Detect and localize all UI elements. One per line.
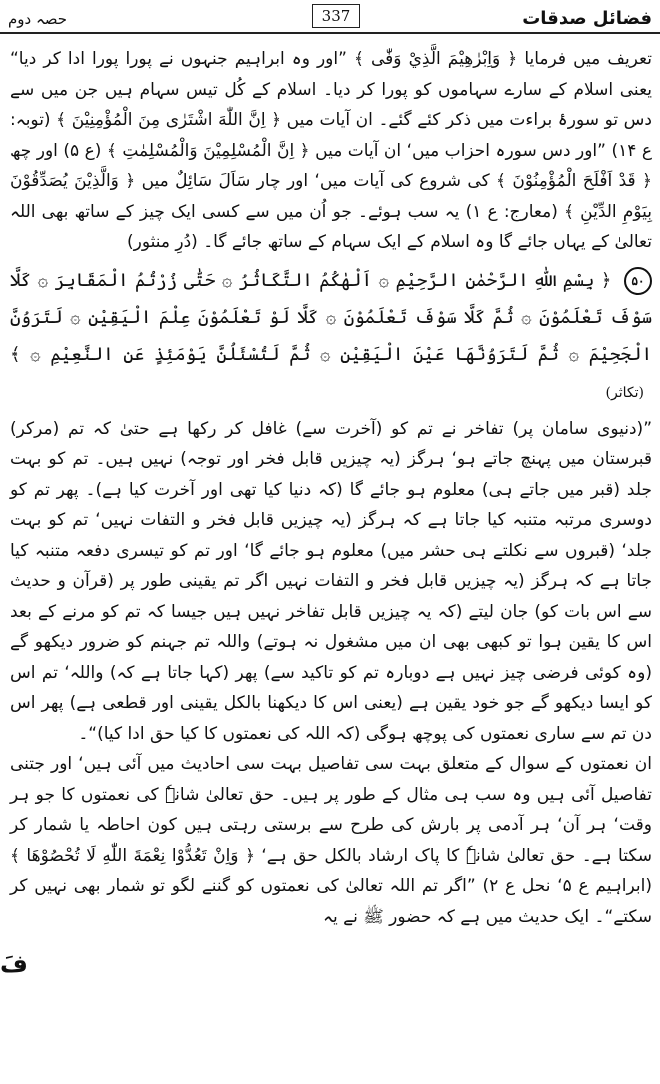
page-body	[10, 44, 652, 1078]
part-label: حصہ دوم	[8, 10, 68, 28]
page-header	[0, 0, 660, 40]
paragraph-intro: تعریف میں فرمایا ﴿ وَاِبْرٰهِيْمَ الَّذِيْ وَفّٰى ﴾ ”اور وہ ابراہیم جنہوں نے پورا پورا ادا کر دیا“ یعنی اسلام کے سارے سہاموں کو پورا کر دیا۔ اسلام کے کُل تیس سہام ہیں جن میں سے دس تو سورۂ براءت میں ذکر کئے گئے۔ ان آیات میں ﴿ اِنَّ اللّٰهَ اشْتَرٰى مِنَ الْمُؤْمِنِيْنَ ﴾ (توبہ: ع ۱۴) ”اور دس سورہ احزاب میں‘ ان آیات میں ﴿ اِنَّ الْمُسْلِمِيْنَ وَالْمُسْلِمٰتِ ﴾ (ع ۵) اور چھ ﴿ قَدْ اَفْلَحَ الْمُؤْمِنُوْنَ ﴾ کی شروع کی آیات میں‘ اور چار سَاَلَ سَائِلٌ میں ﴿ وَالَّذِيْنَ يُصَدِّقُوْنَ بِيَوْمِ الدِّيْنِ ﴾ (معارج: ع ۱) یہ سب ہوئے۔ جو اُن میں سے کسی ایک چیز کے ساتھ بھی اللہ تعالیٰ کے یہاں جائے گا وہ اسلام کے ایک سہام کے ساتھ جائے گا۔ (دُرِ منثور)	[10, 49, 652, 252]
fa-margin-label: فَ	[0, 950, 28, 978]
book-title: فضائل صدقات	[522, 8, 652, 29]
closing-paragraph: ان نعمتوں کے سوال کے متعلق بہت سی تفاصیل بہت سی احادیث میں آئی ہیں‘ اور جتنی تفاصیل آئی ہیں وہ سب ہی مثال کے طور پر ہیں۔ حق تعالیٰ شانہٗ کی نعمتوں کا جو ہر وقت‘ ہر آن‘ ہر آدمی پر بارش کی طرح سے برستی رہتی ہیں کون احاطہ یا شمار کر سکتا ہے۔ حق تعالیٰ شانہٗ کا پاک ارشاد بالکل حق ہے‘ ﴿ وَاِنْ تَعُدُّوْا نِعْمَةَ اللّٰهِ لَا تُحْصُوْهَا ﴾ (ابراہیم ع ۵‘ نحل ع ۲) ”اگر تم اللہ تعالیٰ کی نعمتوں کو گننے لگو تو شمار بھی نہیں کر سکتے“۔ ایک حدیث میں ہے کہ حضور ﷺ نے یہ	[10, 754, 652, 927]
quran-verse-text: ﴿ بِسْمِ اللّٰهِ الرَّحْمٰنِ الرَّحِيْمِ ۞ اَلْهٰكُمُ التَّكَاثُرُ ۞ حَتّٰى زُرْتُمُ الْمَقَابِرَ ۞ كَلَّا سَوْفَ تَعْلَمُوْنَ ۞ ثُمَّ كَلَّا سَوْفَ تَعْلَمُوْنَ ۞ كَلَّا لَوْ تَعْلَمُوْنَ عِلْمَ الْيَقِيْنِ ۞ لَتَرَوُنَّ الْجَحِيْمَ ۞ ثُمَّ لَتَرَوُنَّهَا عَيْنَ الْيَقِيْنِ ۞ ثُمَّ لَتُسْئَلُنَّ يَوْمَئِذٍ عَنِ النَّعِيْمِ ۞ ﴾	[10, 269, 652, 365]
quran-verse-block	[10, 262, 652, 412]
header-rule	[0, 32, 660, 34]
surah-reference: (تکاثر)	[605, 384, 644, 401]
page-number: 337	[312, 4, 360, 28]
translation-paragraph: ”(دنیوی سامان پر) تفاخر نے تم کو (آخرت سے) غافل کر رکھا ہے حتیٰ کہ تم (مرکر) قبرستان میں پہنچ جاتے ہو‘ ہرگز (یہ چیزیں قابل فخر اور توجہ) نہیں ہیں۔ تم کو بہت جلد (قبر میں جاتے ہی) معلوم ہو جائے گا (کہ دنیا کیا تھی اور آخرت کیا ہے)۔ پھر تم کو دوسری مرتبہ متنبہ کیا جاتا ہے کہ ہرگز (یہ چیزیں قابل فخر و التفات نہیں‘ تم کو بہت جلد‘ (قبروں سے نکلتے ہی حشر میں) معلوم ہو جائے گا‘ اور تم کو تیسری دفعہ متنبہ کیا جاتا ہے کہ ہرگز (یہ چیزیں قابل فخر و التفات نہیں اگر تم یقینی طور پر (قرآن و حدیث سے اس بات کو) جان لیتے (کہ یہ چیزیں قابل تفاخر نہیں ہیں جیسا کہ تم کو مرنے کے بعد اس کا یقین ہوا تو کبھی بھی ان میں مشغول نہ ہوتے) واللہ تم جہنم کو ضرور دیکھو گے (وہ کوئی فرضی چیز نہیں ہے دوبارہ تم کو تاکید سے) پھر (کہا جاتا ہے کہ) واللہ‘ تم اس کو ایسا دیکھو گے جو خود یقین ہے (یعنی اس کا دیکھنا بالکل یقینی اور قطعی ہے) پھر اس دن تم سے ساری نعمتوں کی پوچھ ہوگی (کہ اللہ کی نعمتوں کا کیا حق ادا کیا)“۔	[10, 418, 652, 744]
verse-number-badge: ۵۰	[624, 267, 652, 295]
